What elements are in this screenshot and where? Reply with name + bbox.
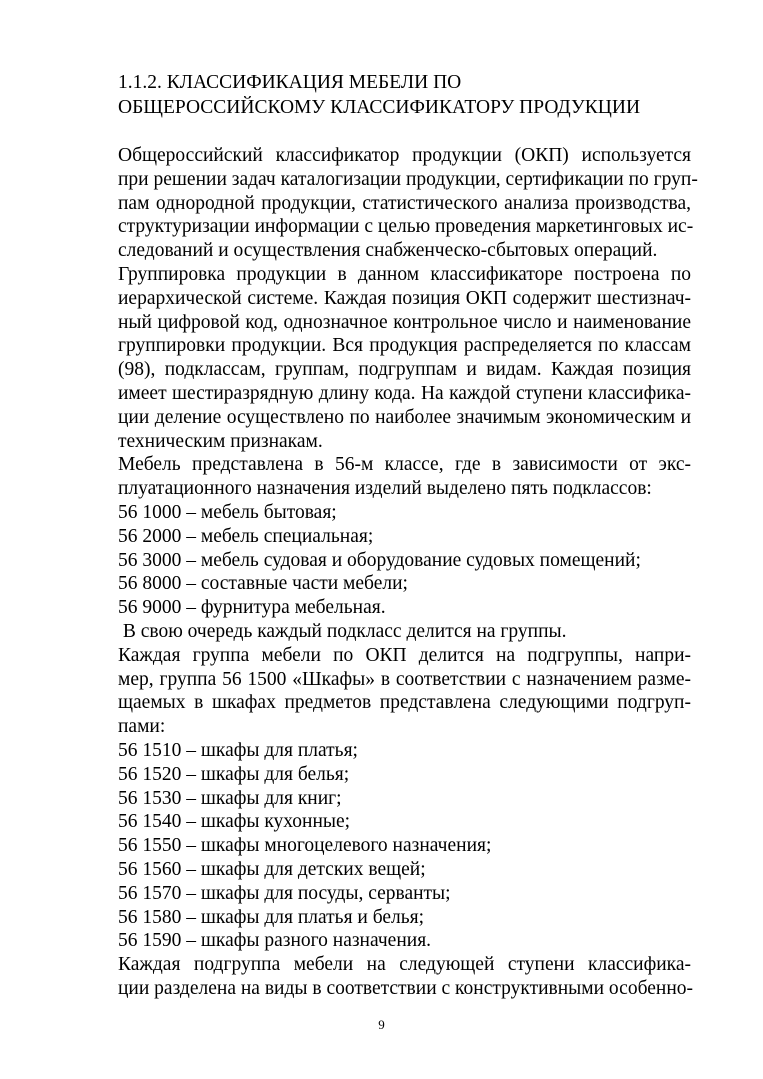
subgroup-item: 56 1530 – шкафы для книг; [118,787,342,809]
subclass-item: 56 2000 – мебель специальная; [118,525,374,547]
subgroup-item: 56 1590 – шкафы разного назначения. [118,930,432,952]
text-line: при решении задач каталогизации продукции, сертификации по груп- [118,168,698,190]
subgroup-item: 56 1510 – шкафы для платья; [118,739,358,761]
paragraph-okp-intro [72,144,698,263]
subclass-item: 56 3000 – мебель судовая и оборудование судовых помещений; [118,549,641,571]
paragraph-class-56 [72,453,691,501]
text-line: иерархической системе. Каждая позиция ОКП содержит шестизнач- [118,287,691,309]
subclass-item: 56 9000 – фурнитура мебельная. [118,597,386,619]
text-line: щаемых в шкафах предметов представлена следующими подгруп- [118,692,691,714]
text-line: ции разделена на виды в соответствии с конструктивными особенно- [118,977,694,999]
subgroup-item: 56 1580 – шкафы для платья и белья; [118,906,425,928]
text-line: Группировка продукции в данном классификаторе построена по [118,263,691,285]
text-line: структуризации информации с целью проведения маркетинговых ис- [118,216,694,238]
document-body [72,144,698,1001]
text-line: (98), подклассам, группам, подгруппам и видам. Каждая позиция [118,359,691,381]
text-line: техническим признакам. [118,430,323,452]
text-line: имеет шестиразрядную длину кода. На каждой ступени классифика- [118,382,691,404]
subgroup-item: 56 1570 – шкафы для посуды, серванты; [118,882,451,904]
subclass-item: 56 1000 – мебель бытовая; [118,501,337,523]
text-line: Мебель представлена в 56-м классе, где в зависимости от экс- [118,454,691,476]
paragraph-subgroups [72,644,691,739]
text-line: плуатационного назначения изделий выделено пять подклассов: [118,478,652,500]
subgroup-item: 56 1560 – шкафы для детских вещей; [118,858,426,880]
text-line: ции деление осуществлено по наиболее значимым экономическим и [118,406,691,428]
paragraph-subclass-groups: В свою очередь каждый подкласс делится на группы. [118,620,567,642]
subgroup-item: 56 1550 – шкафы многоцелевого назначения; [118,835,492,857]
text-line: мер, группа 56 1500 «Шкафы» в соответствии с назначением разме- [118,668,691,690]
document-page [72,70,698,1001]
text-line: следований и осуществления снабженческо-сбытовых операций. [118,240,658,262]
section-title [118,70,691,120]
text-line: пам однородной продукции, статистического анализа производства, [118,192,691,214]
text-line: пами: [118,716,166,738]
section-title-line: 1.1.2. КЛАССИФИКАЦИЯ МЕБЕЛИ ПО [118,72,462,93]
subgroup-item: 56 1540 – шкафы кухонные; [118,811,351,833]
text-line: группировки продукции. Вся продукция распределяется по классам [118,335,691,357]
section-title-line: ОБЩЕРОССИЙСКОМУ КЛАССИФИКАТОРУ ПРОДУКЦИИ [118,97,641,118]
text-line: Общероссийский классификатор продукции (ОКП) используется [118,145,691,166]
page-number: 9 [378,1017,385,1032]
paragraph-kinds [72,953,694,1001]
text-line: ный цифровой код, однозначное контрольное число и наименование [118,311,691,333]
subgroup-item: 56 1520 – шкафы для белья; [118,763,350,785]
text-line: Каждая подгруппа мебели на следующей ступени классифика- [118,954,691,976]
subclass-item: 56 8000 – составные части мебели; [118,573,408,595]
paragraph-grouping [72,263,691,453]
text-line: Каждая группа мебели по ОКП делится на подгруппы, напри- [118,644,691,666]
